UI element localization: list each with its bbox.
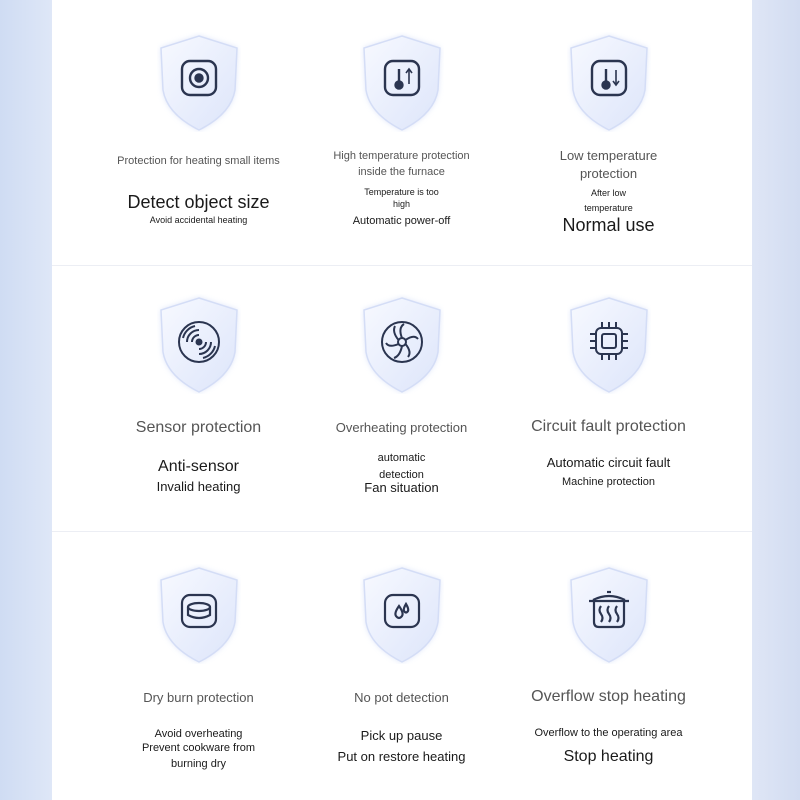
feature-headline: Detect object size xyxy=(127,192,270,212)
feature-title: Circuit fault protection xyxy=(531,418,686,435)
feature-headline: Fan situation xyxy=(364,480,439,495)
feature-desc: Overflow to the operating area xyxy=(534,727,683,739)
feature-desc: burning dry xyxy=(170,758,227,770)
feature-desc: Automatic power-off xyxy=(352,215,451,227)
feature-desc: After low xyxy=(590,188,626,198)
shield-badge xyxy=(567,294,651,394)
feature-desc: Automatic circuit fault xyxy=(546,455,671,470)
feature-title: inside the furnace xyxy=(358,166,445,178)
shield-badge xyxy=(157,564,241,664)
feature-desc: Invalid heating xyxy=(156,479,241,494)
feature-desc: Machine protection xyxy=(562,476,655,488)
feature-title: Protection for heating small items xyxy=(117,155,280,167)
shield-badge xyxy=(157,294,241,394)
shield-badge xyxy=(360,564,444,664)
feature-headline: Anti-sensor xyxy=(158,458,239,475)
shield-badge xyxy=(567,32,651,132)
feature-title: Low temperature xyxy=(559,148,658,163)
feature-desc: Avoid accidental heating xyxy=(149,215,248,225)
shield-badge xyxy=(360,32,444,132)
shield-badge xyxy=(157,32,241,132)
feature-card-no-pot xyxy=(285,532,518,800)
feature-desc: high xyxy=(392,199,410,209)
feature-card-small-items xyxy=(82,0,315,265)
feature-title: No pot detection xyxy=(354,690,449,705)
feature-card-overflow xyxy=(492,532,725,800)
feature-desc: automatic xyxy=(377,452,426,464)
feature-desc: Temperature is too xyxy=(364,187,439,197)
feature-desc: detection xyxy=(379,469,424,481)
feature-card-low-temp xyxy=(492,0,725,265)
feature-desc: Avoid overheating xyxy=(154,728,243,740)
feature-card-circuit xyxy=(492,266,725,531)
feature-title: Sensor protection xyxy=(135,419,262,436)
feature-card-dry-burn xyxy=(82,532,315,800)
feature-desc: Pick up pause xyxy=(360,728,443,743)
feature-title: protection xyxy=(579,166,638,181)
feature-desc: Prevent cookware from xyxy=(141,742,256,754)
feature-headline: Stop heating xyxy=(563,748,654,765)
feature-card-overheating xyxy=(285,266,518,531)
feature-headline: Normal use xyxy=(562,215,655,235)
feature-title: Overflow stop heating xyxy=(531,688,686,705)
feature-desc: Put on restore heating xyxy=(337,749,466,764)
feature-card-high-temp xyxy=(285,0,518,265)
feature-card-sensor xyxy=(82,266,315,531)
shield-badge xyxy=(567,564,651,664)
shield-badge xyxy=(360,294,444,394)
feature-title: Overheating protection xyxy=(335,420,468,435)
feature-desc: temperature xyxy=(584,203,633,213)
feature-title: High temperature protection xyxy=(333,150,470,162)
feature-title: Dry burn protection xyxy=(143,690,254,705)
